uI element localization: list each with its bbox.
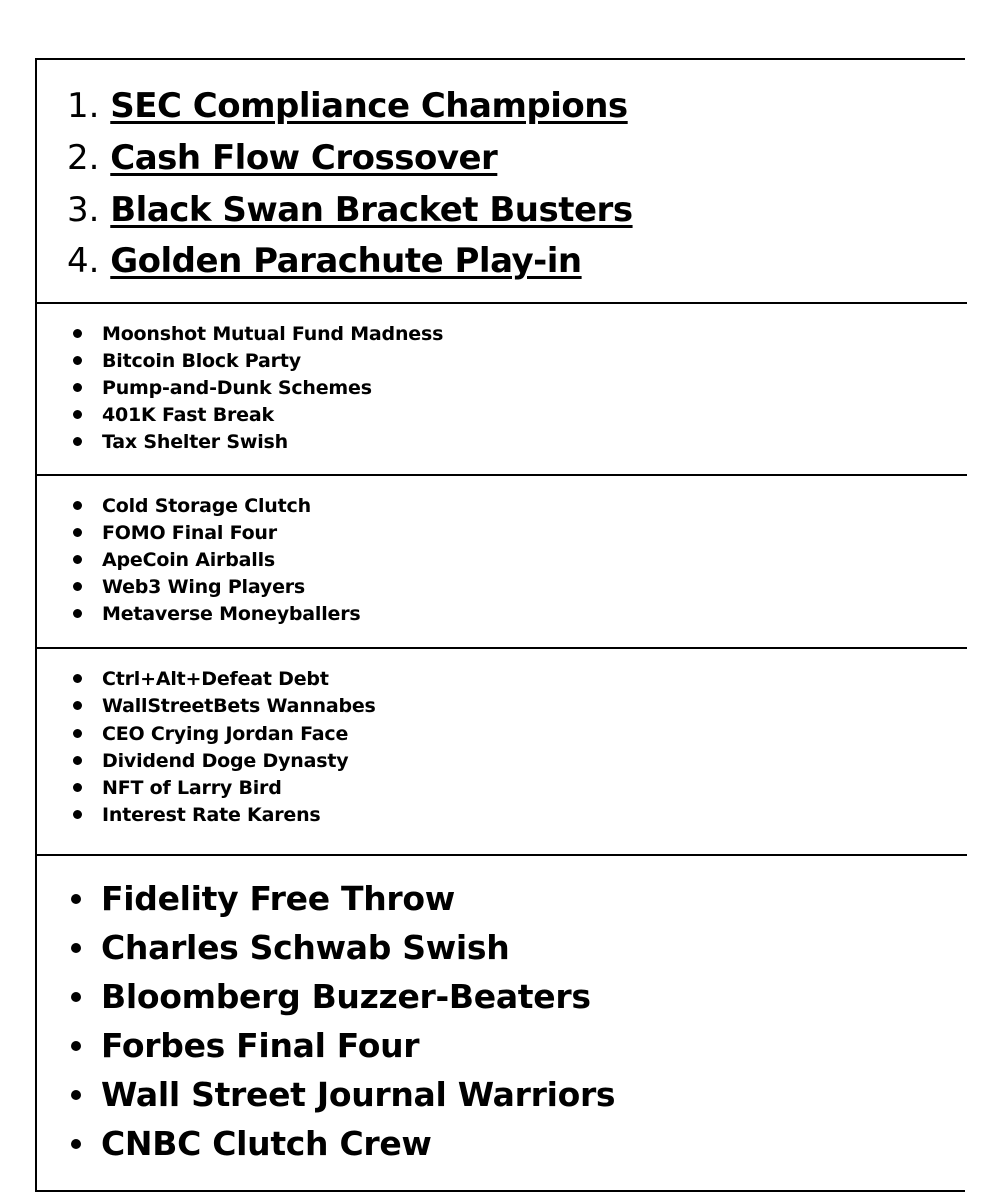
item-number: 3. <box>67 190 100 230</box>
item-label: ApeCoin Airballs <box>102 549 275 571</box>
list-item <box>71 923 509 972</box>
list-item <box>73 693 376 720</box>
list-item <box>73 547 275 574</box>
numbered-section <box>37 60 967 303</box>
bullet-icon <box>73 582 82 591</box>
item-label: WallStreetBets Wannabes <box>102 695 376 717</box>
item-label: Cold Storage Clutch <box>102 495 311 517</box>
item-number: 1. <box>67 86 100 126</box>
bullet-icon <box>73 783 82 792</box>
list-item <box>73 666 329 693</box>
list-item <box>73 601 361 628</box>
bullet-icon <box>73 437 82 446</box>
bullet-icon <box>71 894 81 904</box>
item-label: Tax Shelter Swish <box>102 431 288 453</box>
list-item <box>71 1021 419 1070</box>
bullet-icon <box>73 810 82 819</box>
item-title: Golden Parachute Play-in <box>110 241 582 281</box>
item-label: Moonshot Mutual Fund Madness <box>102 323 444 345</box>
bullet-icon <box>73 410 82 419</box>
group-four-section <box>37 856 967 1192</box>
item-label: Metaverse Moneyballers <box>102 603 361 625</box>
list-item <box>73 574 305 601</box>
item-label: CNBC Clutch Crew <box>101 1124 432 1163</box>
list-item <box>67 185 633 235</box>
list-item <box>71 1119 432 1168</box>
list-item <box>71 874 455 923</box>
item-label: Bloomberg Buzzer-Beaters <box>101 977 591 1016</box>
bullet-icon <box>71 1090 81 1100</box>
bullet-icon <box>73 555 82 564</box>
item-label: Ctrl+Alt+Defeat Debt <box>102 668 329 690</box>
item-label: FOMO Final Four <box>102 522 277 544</box>
item-number: 4. <box>67 241 100 281</box>
bullet-icon <box>73 528 82 537</box>
item-title: SEC Compliance Champions <box>110 86 628 126</box>
item-label: Charles Schwab Swish <box>101 928 510 967</box>
item-label: NFT of Larry Bird <box>102 777 282 799</box>
list-item <box>73 402 274 429</box>
list-item <box>71 1070 615 1119</box>
bullet-icon <box>73 756 82 765</box>
list-item <box>67 81 628 131</box>
bullet-icon <box>71 943 81 953</box>
bracket-frame <box>35 58 965 1192</box>
list-item <box>73 775 282 802</box>
list-item <box>73 493 311 520</box>
item-label: Fidelity Free Throw <box>101 879 455 918</box>
list-item <box>73 748 348 775</box>
group-three-section <box>37 649 967 854</box>
item-label: Web3 Wing Players <box>102 576 306 598</box>
list-item <box>73 520 277 547</box>
list-item <box>73 429 288 456</box>
list-item <box>71 972 591 1021</box>
bullet-icon <box>71 992 81 1002</box>
list-item <box>73 721 348 748</box>
bullet-icon <box>73 383 82 392</box>
bullet-icon <box>71 1041 81 1051</box>
list-item <box>73 321 443 348</box>
bullet-icon <box>73 674 82 683</box>
item-title: Black Swan Bracket Busters <box>110 190 633 230</box>
group-one-section <box>37 304 967 475</box>
bullet-icon <box>71 1139 81 1149</box>
item-label: 401K Fast Break <box>102 404 274 426</box>
list-item <box>67 133 497 183</box>
item-number: 2. <box>67 138 100 178</box>
item-label: Wall Street Journal Warriors <box>101 1075 616 1114</box>
list-item <box>73 348 301 375</box>
list-item <box>67 236 582 286</box>
list-item <box>73 802 321 829</box>
bullet-icon <box>73 356 82 365</box>
bullet-icon <box>73 501 82 510</box>
bullet-icon <box>73 609 82 618</box>
bullet-icon <box>73 729 82 738</box>
group-two-section <box>37 476 967 647</box>
item-label: Dividend Doge Dynasty <box>102 750 349 772</box>
item-title: Cash Flow Crossover <box>110 138 498 178</box>
list-item <box>73 375 372 402</box>
item-label: CEO Crying Jordan Face <box>102 723 349 745</box>
item-label: Pump-and-Dunk Schemes <box>102 377 372 399</box>
item-label: Forbes Final Four <box>101 1026 420 1065</box>
bullet-icon <box>73 701 82 710</box>
bullet-icon <box>73 329 82 338</box>
item-label: Bitcoin Block Party <box>102 350 301 372</box>
item-label: Interest Rate Karens <box>102 804 321 826</box>
